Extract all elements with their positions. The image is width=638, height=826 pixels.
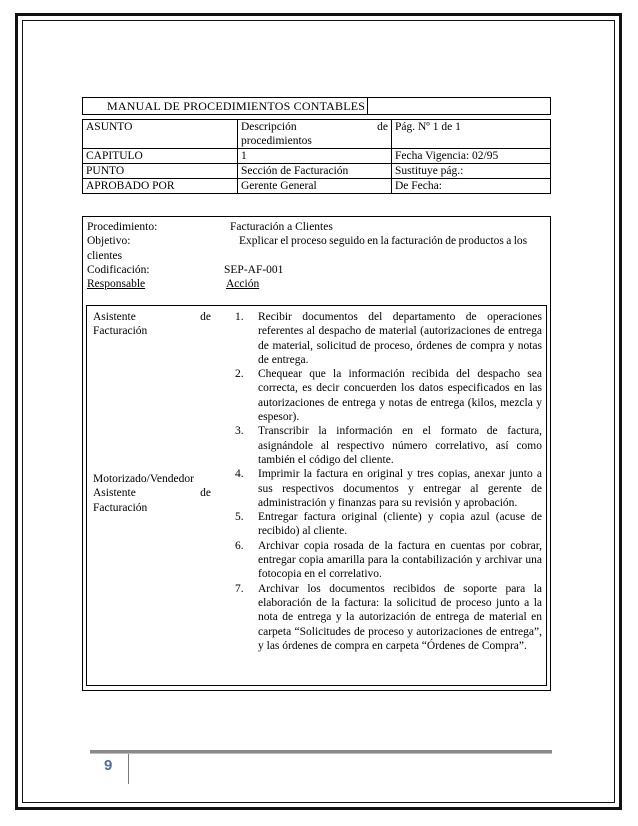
list-item: 3. Transcribir la información en el formato de factura, asignándole al respectivo número correlativo, así como también el código del cliente. bbox=[235, 425, 542, 466]
table-cell: De Fecha: bbox=[392, 179, 551, 194]
role-word: de bbox=[200, 487, 211, 500]
table-cell: 1 bbox=[238, 149, 392, 164]
table-cell: Sustituye pág.: bbox=[392, 164, 551, 179]
table-cell bbox=[238, 120, 392, 149]
procedimiento-value: Facturación a Clientes bbox=[230, 221, 333, 233]
procedimiento-label: Procedimiento: bbox=[87, 221, 158, 233]
role-word: de bbox=[200, 311, 211, 323]
list-item: 2. Chequear que la información recibida del despacho sea correcta, es decir concuerden los datos especificados en las autorizaciones de entrega y notas de entrega (kilos, mezcla y espesor). bbox=[235, 368, 542, 424]
desc-word: procedimientos bbox=[241, 135, 312, 147]
list-item: 5. Entregar factura original (cliente) y copia azul (acuse de recibido) al cliente. bbox=[235, 511, 542, 538]
list-item: 6. Archivar copia rosada de la factura en cuentas por cobrar, entregar copia amarilla para la contabilización y archivar una fotocopia en el correlativo. bbox=[235, 539, 542, 581]
table-cell: Gerente General bbox=[238, 179, 392, 194]
table-row bbox=[83, 120, 551, 149]
table-cell: Fecha Vigencia: 02/95 bbox=[392, 149, 551, 164]
table-row bbox=[83, 179, 551, 194]
desc-word: Descripción bbox=[241, 121, 297, 133]
list-item: 7. Archivar los documentos recibidos de soporte para la elaboración de la factura: la solicitud de proceso junto a la nota de entrega y la autorización de entrega de material en carpeta “Solicitudes de proceso y autorizaciones de entrega”, y las órdenes de compra en carpeta “Órdenes de Compra”. bbox=[235, 582, 542, 652]
footer-rule bbox=[90, 750, 552, 754]
footer-divider bbox=[128, 754, 129, 784]
table-cell: Sección de Facturación bbox=[238, 164, 392, 179]
list-item: 4. Imprimir la factura en original y tres copias, anexar junto a sus respectivos documentos y entregar al gerente de administración y finanzas para su revisión y aprobación. bbox=[235, 468, 542, 509]
header-info-table bbox=[82, 119, 551, 194]
manual-title: MANUAL DE PROCEDIMIENTOS CONTABLES bbox=[83, 98, 368, 114]
accion-label: Acción bbox=[226, 278, 260, 291]
table-row bbox=[83, 149, 551, 164]
role-word: Facturación bbox=[93, 325, 148, 338]
objetivo-value: Explicar el proceso seguido en la facturación de productos a los bbox=[239, 235, 528, 248]
responsible-column bbox=[93, 310, 211, 514]
role-word: Asistente bbox=[93, 311, 136, 323]
table-cell: APROBADO POR bbox=[83, 179, 238, 194]
table-row bbox=[83, 164, 551, 179]
codificacion-value: SEP-AF-001 bbox=[224, 263, 284, 276]
table-cell: CAPITULO bbox=[83, 149, 238, 164]
desc-word: de bbox=[377, 121, 388, 133]
role-word: Facturación bbox=[93, 501, 148, 514]
action-steps-list bbox=[227, 310, 542, 653]
action-table bbox=[86, 305, 547, 686]
table-cell: PUNTO bbox=[83, 164, 238, 179]
objetivo-continuation: clientes bbox=[87, 249, 123, 262]
manual-title-box bbox=[82, 97, 551, 115]
table-cell: ASUNTO bbox=[83, 120, 238, 149]
table-cell: Pág. Nº 1 de 1 bbox=[392, 120, 551, 149]
role-word: Asistente bbox=[93, 487, 136, 500]
codificacion-label: Codificación: bbox=[87, 263, 150, 276]
list-item: 1. Recibir documentos del departamento de operaciones referentes al despacho de material (autorizaciones de entrega de material, solicitud de proceso, órdenes de compra y notas de entrega. bbox=[235, 311, 542, 366]
objetivo-label: Objetivo: bbox=[87, 235, 131, 248]
procedure-box bbox=[82, 216, 551, 691]
responsable-label: Responsable bbox=[87, 278, 146, 291]
page-number: 9 bbox=[104, 757, 113, 774]
role-motorizado: Motorizado/Vendedor bbox=[93, 473, 194, 485]
